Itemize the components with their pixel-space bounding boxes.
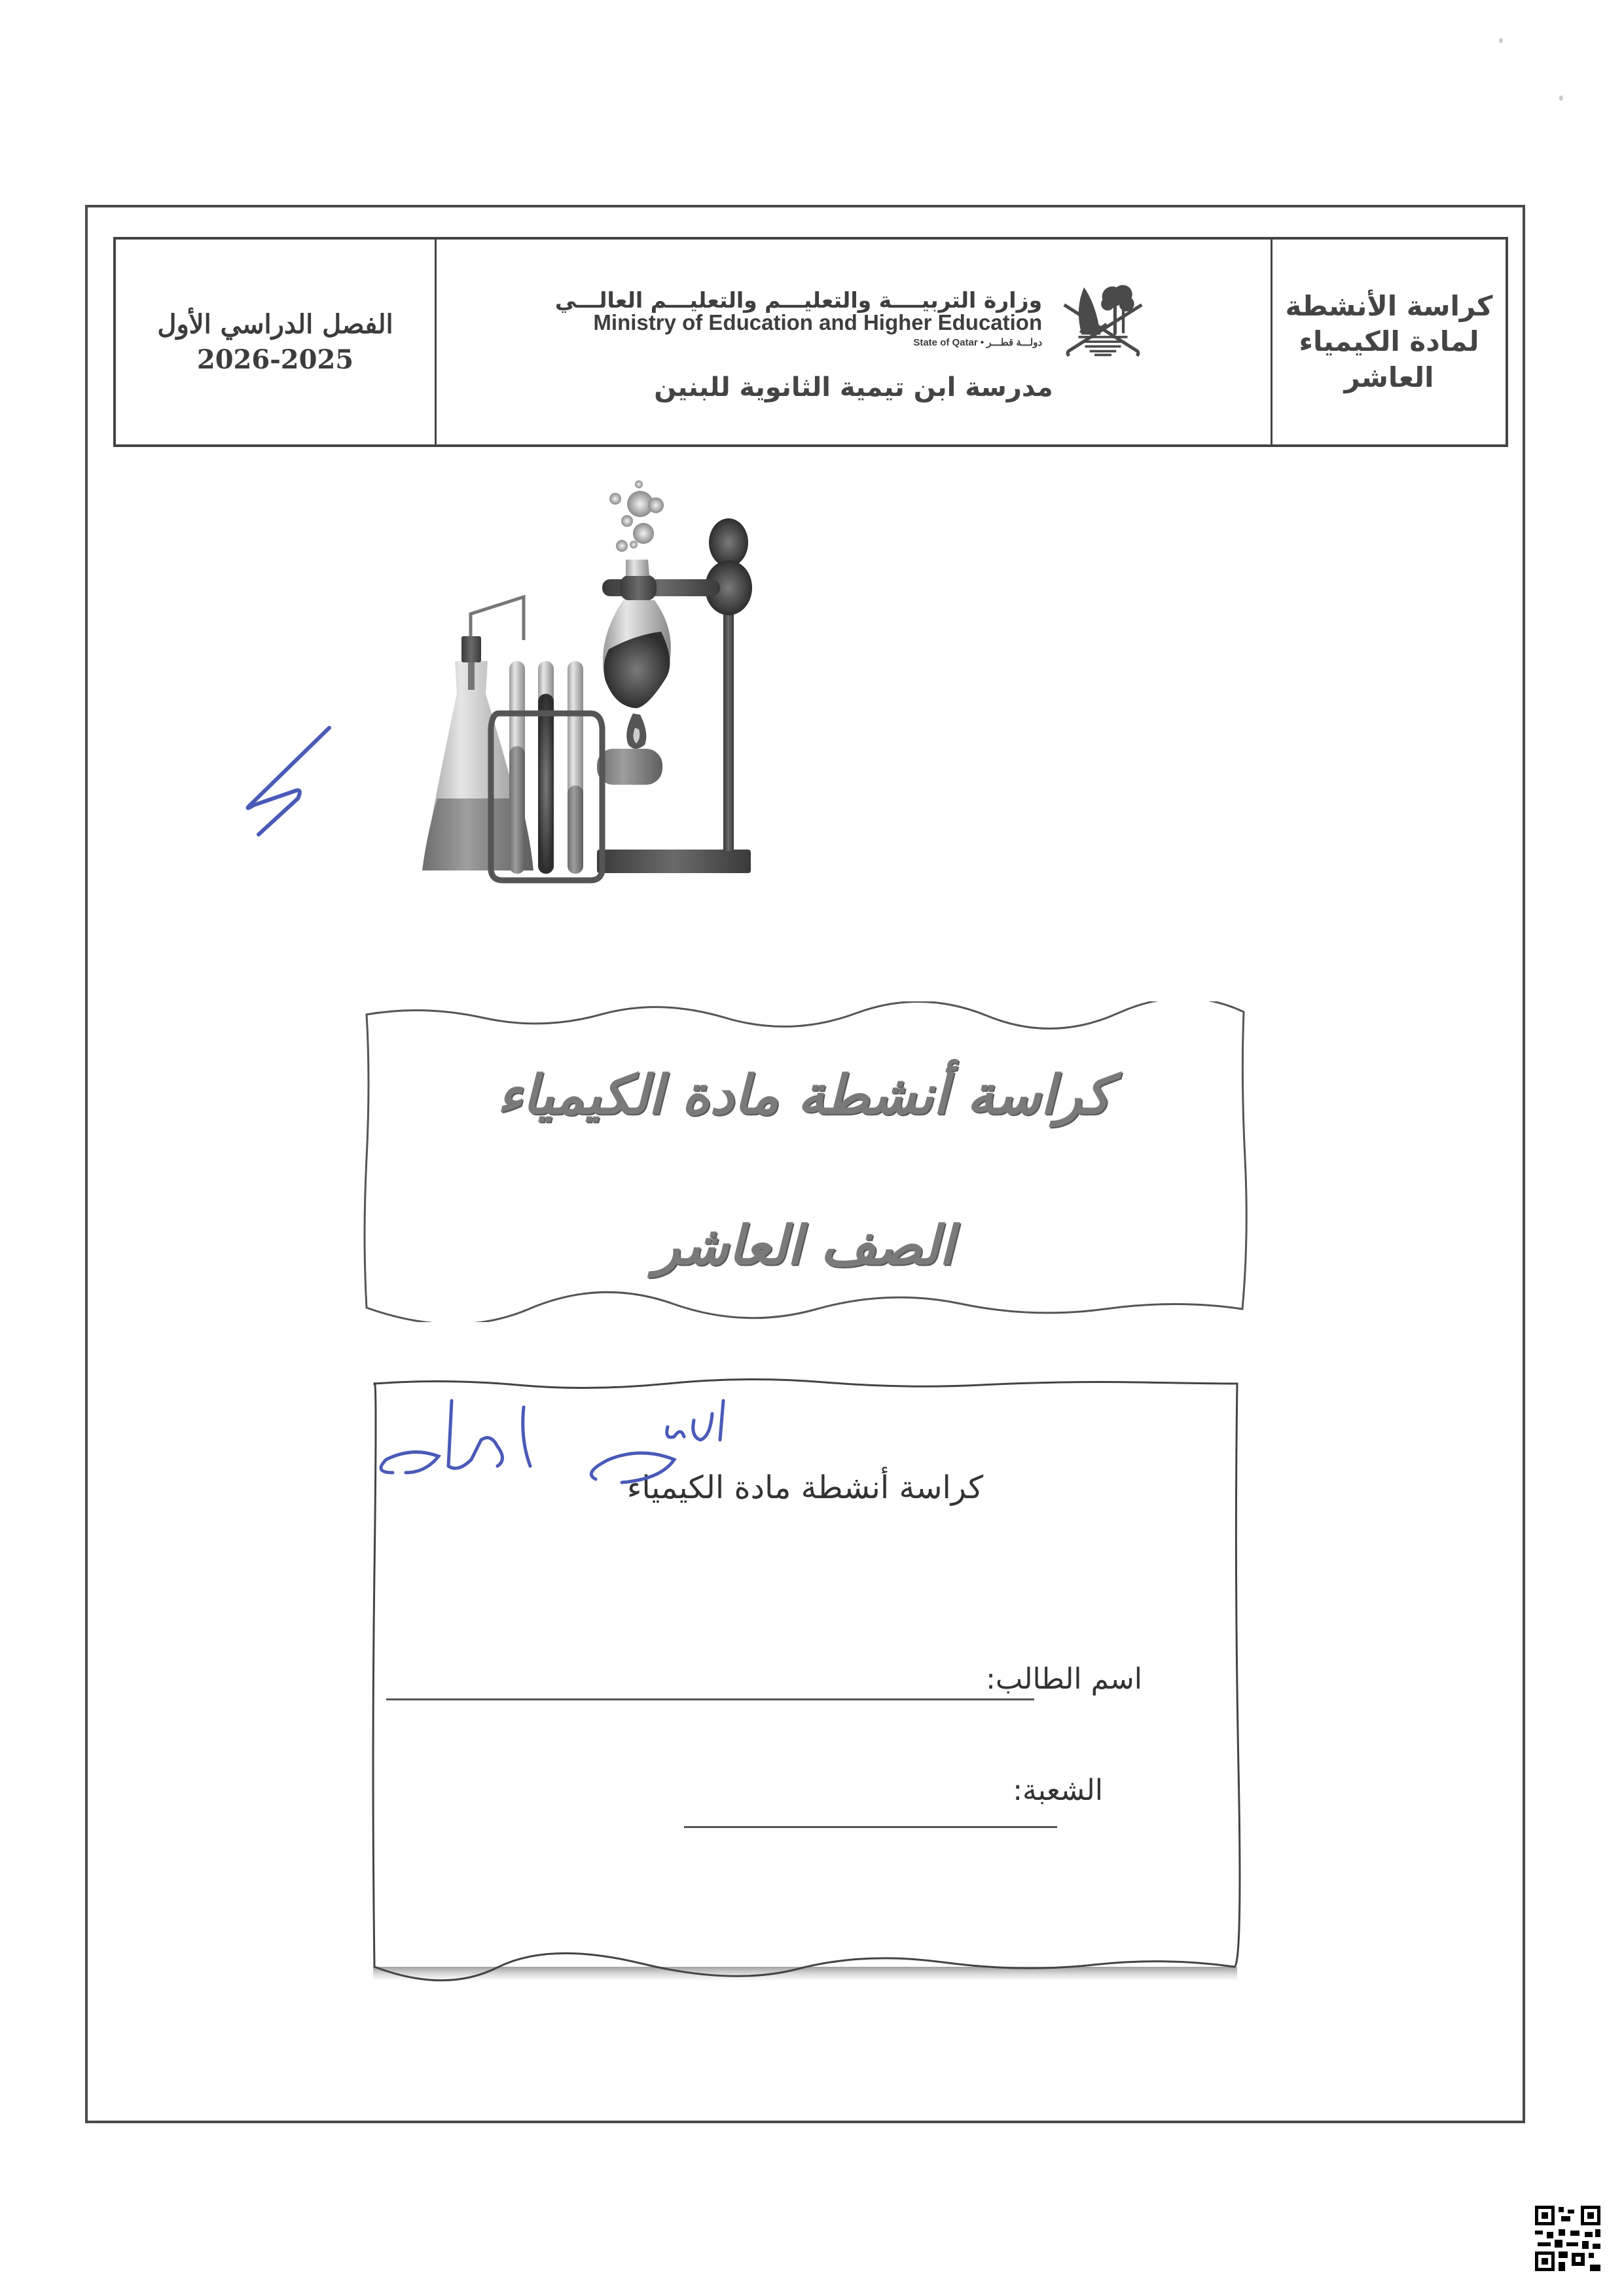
header-term-cell — [116, 240, 437, 444]
chemistry-lab-equipment-icon — [419, 471, 1152, 969]
pen-mark-icon — [223, 707, 353, 851]
ministry-name-arabic: وزارة التربيــــة والتعليـــم والتعليـــم العالـــي — [554, 287, 1043, 313]
academic-year: 2026-2025 — [196, 344, 354, 375]
handwritten-note — [367, 1374, 838, 1486]
student-name-field[interactable] — [386, 1698, 1034, 1700]
scan-speck — [1559, 96, 1563, 101]
state-of-qatar-label: State of Qatar • دولـــة قطـــر — [913, 337, 1043, 348]
subject-line-3: العاشر — [1344, 361, 1434, 393]
pen-stroke — [248, 728, 329, 834]
school-name: مدرسة ابن تيمية الثانوية للبنين — [654, 372, 1053, 403]
student-box-heading: كراسة أنشطة مادة الكيمياء — [626, 1469, 984, 1506]
section-label: الشعبة: — [1013, 1774, 1103, 1807]
student-name-label: اسم الطالب: — [986, 1662, 1142, 1696]
title-box — [359, 1001, 1249, 1322]
scan-speck — [1499, 38, 1503, 43]
title-line-2: الصف العاشر — [653, 1214, 954, 1277]
header-subject-cell — [1272, 240, 1506, 444]
student-info-box — [367, 1374, 1244, 1983]
qatar-state-emblem-icon — [1054, 276, 1152, 361]
subject-line-2: لمادة الكيمياء — [1299, 325, 1479, 358]
subject-line-1: كراسة الأنشطة — [1285, 289, 1493, 322]
title-line-1: كراسة أنشطة مادة الكيمياء — [497, 1064, 1111, 1126]
qr-code-icon — [1535, 2206, 1600, 2271]
ministry-name-english: Ministry of Education and Higher Education — [593, 310, 1043, 334]
header-table — [113, 237, 1508, 447]
bunsen-burner-icon — [597, 713, 662, 785]
section-field[interactable] — [684, 1826, 1057, 1828]
ministry-logo-block — [555, 276, 1152, 361]
bubbles-icon — [609, 480, 664, 552]
header-ministry-cell — [437, 240, 1272, 444]
semester-label: الفصل الدراسي الأول — [157, 308, 393, 340]
